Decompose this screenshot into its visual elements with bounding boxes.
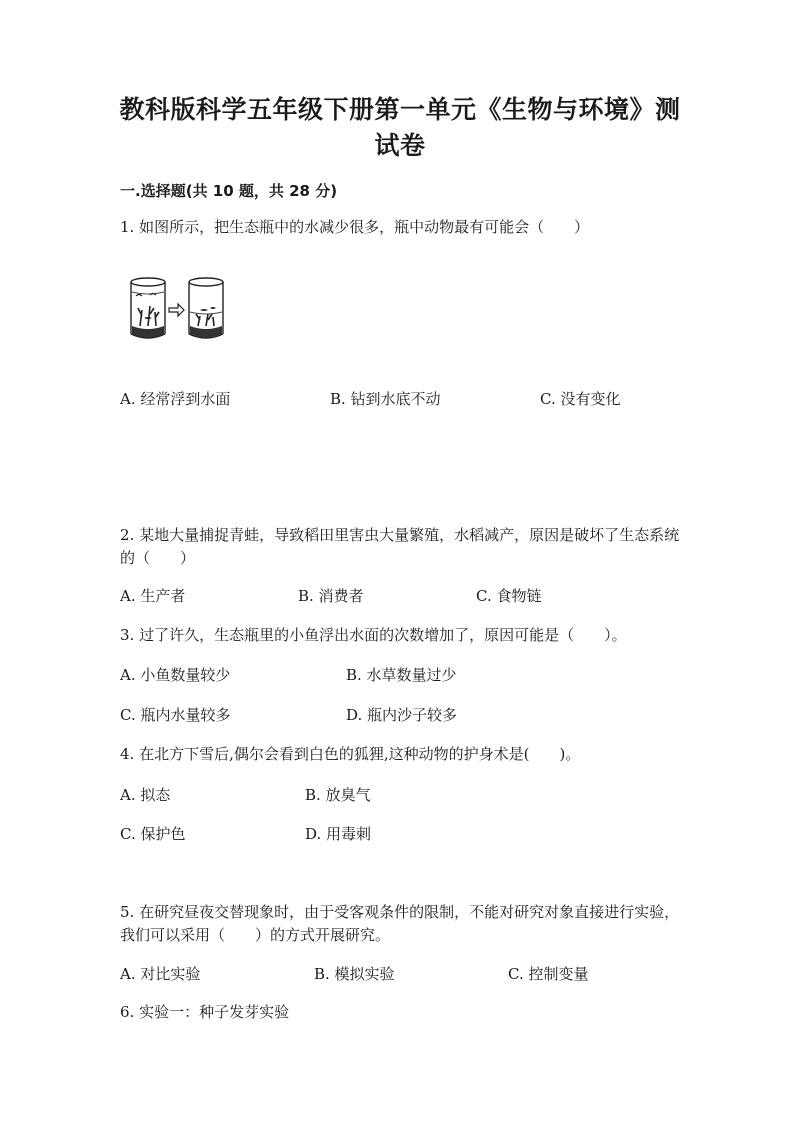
q5-option-c: C. 控制变量 [508,965,589,983]
q5-option-b: B. 模拟实验 [314,965,395,983]
q4-option-d: D. 用毒刺 [305,825,372,843]
q4-option-b: B. 放臭气 [305,786,371,804]
q3-option-b: B. 水草数量过少 [346,666,457,684]
ecosystem-bottle-figure [128,272,228,344]
q5-option-a: A. 对比实验 [120,965,201,983]
q3-option-c: C. 瓶内水量较多 [120,706,231,724]
arrow-right-icon [169,304,184,316]
q4-option-a: A. 拟态 [120,786,171,804]
question-1: 1. 如图所示，把生态瓶中的水减少很多，瓶中动物最有可能会（ ） [120,218,590,236]
q1-option-c: C. 没有变化 [540,390,621,408]
question-3: 3. 过了许久，生态瓶里的小鱼浮出水面的次数增加了，原因可能是（ ）。 [120,626,627,644]
jar-after-icon [189,278,223,338]
question-6: 6. 实验一：种子发芽实验 [120,1003,290,1021]
q4-option-c: C. 保护色 [120,825,186,843]
title-line-1: 教科版科学五年级下册第一单元《生物与环境》测 [119,95,681,124]
question-5: 5. 在研究昼夜交替现象时，由于受客观条件的限制，不能对研究对象直接进行实验，我们可以采用（ ）的方式开展研究。 [120,903,680,944]
q1-option-b: B. 钻到水底不动 [330,390,441,408]
section-heading: 一.选择题(共 10 题，共 28 分) [120,182,338,200]
q2-option-a: A. 生产者 [120,587,186,605]
title-line-2: 试卷 [374,131,426,160]
question-2: 2. 某地大量捕捉青蛙，导致稻田里害虫大量繁殖，水稻减产，原因是破坏了生态系统的（ ） [120,526,680,567]
jar-before-icon [131,278,165,338]
question-4: 4. 在北方下雪后,偶尔会看到白色的狐狸,这种动物的护身术是( )。 [120,745,581,763]
q3-option-d: D. 瓶内沙子较多 [346,706,458,724]
q3-option-a: A. 小鱼数量较少 [120,666,231,684]
q2-option-b: B. 消费者 [298,587,364,605]
q1-option-a: A. 经常浮到水面 [120,390,231,408]
page-title [100,92,700,164]
q2-option-c: C. 食物链 [476,587,542,605]
